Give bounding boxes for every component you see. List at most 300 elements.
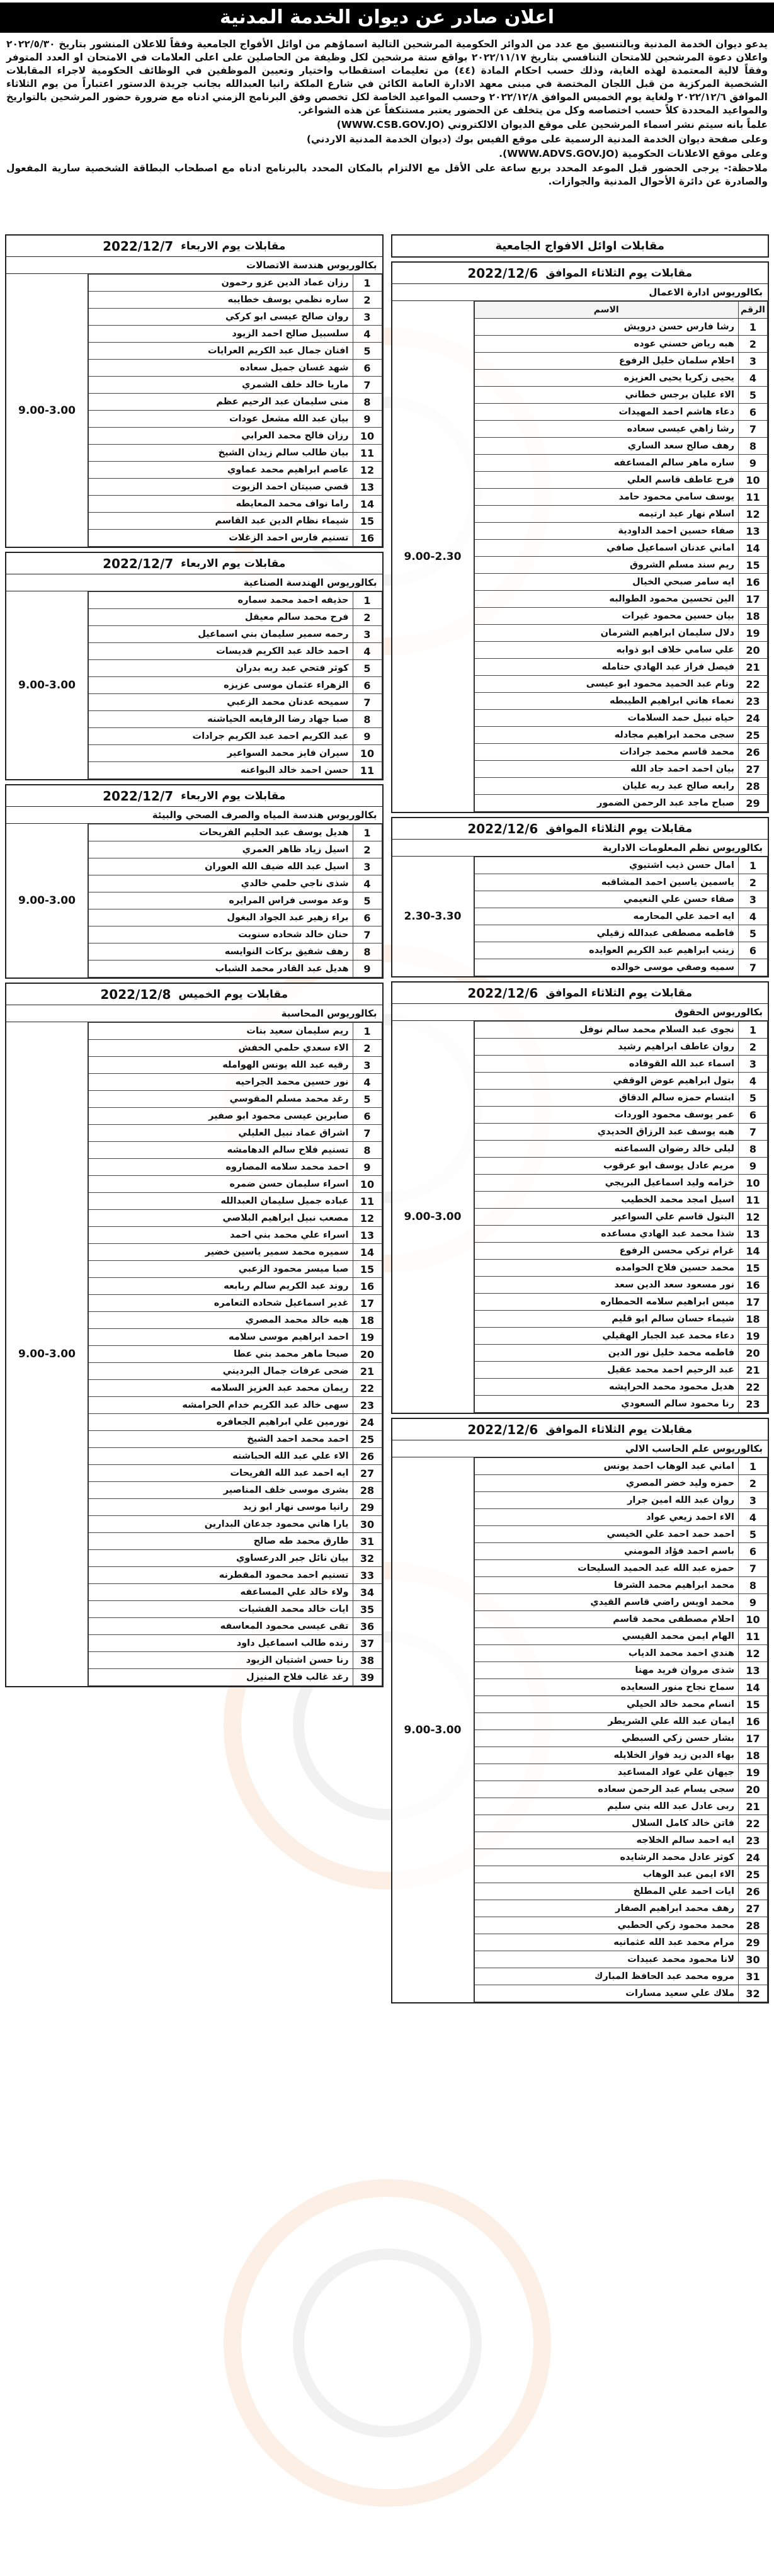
table-row — [89, 1074, 382, 1091]
table-row — [474, 744, 768, 761]
candidate-name: شيماء حسان سالم ابو قليم — [474, 1311, 739, 1328]
row-number: 19 — [739, 1328, 768, 1345]
interview-time: 9.00-3.00 — [392, 1021, 474, 1413]
row-number: 28 — [353, 1482, 382, 1499]
candidate-name: سلسبيل صالح احمد الزيود — [89, 326, 353, 343]
row-number: 21 — [739, 659, 768, 676]
row-number: 15 — [739, 1696, 768, 1713]
candidate-name: اشراق عماد نبيل العليلي — [89, 1125, 353, 1142]
candidate-name: بيان عبد الله مشعل عودات — [89, 411, 353, 428]
table-row — [89, 377, 382, 394]
candidate-name: غدير اسماعيل شحاده التعامره — [89, 1295, 353, 1312]
candidate-name: رزان فالح محمد العرابي — [89, 428, 353, 445]
candidate-name: ايه احمد سالم الخلاجه — [474, 1832, 739, 1849]
table-row — [474, 1764, 768, 1781]
candidate-name: براء زهير عبد الجواد البغول — [89, 909, 353, 926]
candidate-name: زينب ابراهيم عبد الكريم العوايده — [474, 942, 739, 959]
candidate-name: الاء سعدي حلمي الخفش — [89, 1040, 353, 1057]
row-number: 9 — [353, 1159, 382, 1176]
candidate-name: فرح عاطف قاسم العلي — [474, 472, 739, 489]
major-title: بكالوريوس الهندسة الصناعية — [6, 574, 382, 591]
table-row — [474, 370, 768, 387]
row-number: 31 — [739, 1968, 768, 1985]
candidate-name: محمد محمود زكي الحطبي — [474, 1917, 739, 1934]
candidate-name: رابعه صالح عبد ربه عليان — [474, 778, 739, 795]
row-number: 3 — [353, 1057, 382, 1074]
row-number: 8 — [353, 943, 382, 960]
candidate-name: ساره نظمي يوسف خطايبه — [89, 292, 353, 309]
candidate-name: مصعب نبيل ابراهيم البلاصي — [89, 1210, 353, 1227]
row-number: 7 — [739, 959, 768, 976]
intro-paragraph: وعلى صفحة ديوان الخدمة المدنية الرسمية على موقع الفيس بوك (ديوان الخدمة المدنية الاردني) — [306, 134, 768, 145]
table-row — [474, 642, 768, 659]
table-row — [89, 1227, 382, 1244]
table-row — [89, 858, 382, 875]
candidate-name: روان عاطف ابراهيم رشيد — [474, 1039, 739, 1056]
interview-day-label: مقابلات يوم الثلاثاء الموافق — [545, 1423, 693, 1436]
table-row — [474, 1713, 768, 1730]
row-number: 33 — [353, 1567, 382, 1584]
candidate-name: الهام ايمن محمد القيسي — [474, 1628, 739, 1645]
row-number: 23 — [739, 1396, 768, 1413]
table-row — [474, 1526, 768, 1543]
row-number: 10 — [739, 472, 768, 489]
table-row — [474, 1968, 768, 1985]
row-number: 3 — [739, 1492, 768, 1509]
candidate-name: رحمه سمير سليمان بني اسماعيل — [89, 626, 353, 643]
block-date-row — [6, 553, 382, 574]
candidate-name: ايات خالد محمد الفشيات — [89, 1601, 353, 1618]
table-row — [474, 1662, 768, 1679]
row-number: 15 — [353, 1261, 382, 1278]
candidate-name: رهف محمد ابراهيم الصفار — [474, 1900, 739, 1917]
table-row — [474, 1883, 768, 1900]
table-row — [89, 1278, 382, 1295]
candidate-name: احمد خالد عبد الكريم قديسات — [89, 643, 353, 660]
candidate-name: سجى محمد ابراهيم مجادله — [474, 727, 739, 744]
table-row — [89, 1669, 382, 1686]
table-row — [89, 1584, 382, 1601]
row-number: 17 — [739, 591, 768, 608]
candidate-name: الاء ايمن عبد الوهاب — [474, 1866, 739, 1883]
candidate-name: هديل محمود محمد الحرايشه — [474, 1379, 739, 1396]
table-row — [474, 1362, 768, 1379]
interview-day-label: مقابلات يوم الخميس — [178, 988, 288, 1001]
row-number: 17 — [353, 1295, 382, 1312]
table-row — [89, 1635, 382, 1652]
table-row — [474, 523, 768, 540]
row-number: 6 — [739, 1543, 768, 1560]
candidate-name: جيهان علي عواد المساعيد — [474, 1764, 739, 1781]
row-number: 22 — [739, 1379, 768, 1396]
candidate-name: ريم سليمان سعيد بنات — [89, 1023, 353, 1040]
candidate-name: سميره محمد سمير ياسين خضير — [89, 1244, 353, 1261]
candidate-name: صبا ميسر محمود الزعبي — [89, 1261, 353, 1278]
row-number: 37 — [353, 1635, 382, 1652]
candidate-name: نور حسين محمد الجراحيه — [89, 1074, 353, 1091]
row-number: 11 — [739, 1628, 768, 1645]
table-row — [474, 1917, 768, 1934]
block-body — [6, 591, 382, 779]
candidate-name: الاء علي عبد الله الحباشنه — [89, 1448, 353, 1465]
candidate-name: ابتسام حمزه سالم الدقاق — [474, 1090, 739, 1107]
table-row — [474, 1985, 768, 2002]
candidate-name: الاء احمد زيعي عواد — [474, 1509, 739, 1526]
candidate-name: ماريا خالد خلف الشمري — [89, 377, 353, 394]
candidate-name: فاطمه مصطفى عبدالله زقيلي — [474, 925, 739, 942]
candidate-name: صباح ماجد عبد الرحمن الضمور — [474, 795, 739, 812]
row-number: 5 — [353, 343, 382, 360]
candidate-name: وعد موسى فراس المرايره — [89, 892, 353, 909]
table-row — [474, 761, 768, 778]
table-row — [474, 891, 768, 908]
candidate-name: ملاك علي سعيد مسارات — [474, 1985, 739, 2002]
row-number: 17 — [739, 1294, 768, 1311]
candidate-name: بيان حسين محمود غيرات — [474, 608, 739, 625]
interview-date: 2022/12/6 — [467, 1422, 538, 1437]
table-row — [474, 1379, 768, 1396]
main-section-title: مقابلات اوائل الافواج الجامعية — [391, 234, 770, 258]
major-title: بكالوريوس هندسة الاتصالات — [6, 257, 382, 274]
row-number: 29 — [353, 1499, 382, 1516]
row-number: 16 — [353, 1278, 382, 1295]
table-row — [474, 319, 768, 336]
row-number: 2 — [739, 874, 768, 891]
row-number: 15 — [739, 1260, 768, 1277]
row-number: 4 — [739, 370, 768, 387]
candidate-name: البتول قاسم علي السواعير — [474, 1209, 739, 1226]
row-number: 10 — [739, 1175, 768, 1192]
candidate-name: ليلى خالد رضوان السماعنه — [474, 1141, 739, 1158]
table-row — [89, 1023, 382, 1040]
table-row — [89, 762, 382, 779]
table-row — [89, 1040, 382, 1057]
table-row — [474, 857, 768, 874]
table-row — [474, 727, 768, 744]
table-row — [474, 1730, 768, 1747]
table-row — [89, 1516, 382, 1533]
block-date-row — [392, 263, 768, 284]
interview-date: 2022/12/6 — [467, 985, 538, 1001]
row-number: 21 — [739, 1362, 768, 1379]
candidate-name: رهف شفيق بركات النوايسه — [89, 943, 353, 960]
table-row — [89, 1567, 382, 1584]
schedule-block — [391, 1418, 770, 2003]
table-row — [89, 1618, 382, 1635]
schedule-columns — [5, 234, 769, 2571]
row-number: 7 — [739, 1124, 768, 1141]
row-number: 26 — [353, 1448, 382, 1465]
row-number: 13 — [739, 523, 768, 540]
candidates-table — [88, 1022, 382, 1686]
table-row — [89, 1550, 382, 1567]
row-number: 35 — [353, 1601, 382, 1618]
table-row — [474, 1594, 768, 1611]
table-row — [89, 926, 382, 943]
candidate-name: ايه سامر صبحي الخيال — [474, 574, 739, 591]
table-row — [89, 1091, 382, 1108]
table-row — [89, 1601, 382, 1618]
candidate-name: خزامه وليد اسماعيل البريجي — [474, 1175, 739, 1192]
block-body — [392, 1021, 768, 1413]
block-body — [6, 824, 382, 977]
table-row — [474, 1577, 768, 1594]
table-row — [89, 1193, 382, 1210]
table-row — [474, 1243, 768, 1260]
table-row — [89, 745, 382, 762]
table-row — [89, 592, 382, 609]
candidate-name: اسيل زياد ظاهر العمري — [89, 841, 353, 858]
table-row — [474, 676, 768, 693]
table-row — [89, 428, 382, 445]
table-row — [474, 1090, 768, 1107]
row-number: 12 — [353, 1210, 382, 1227]
candidate-name: فاطمه محمد خليل نور الدين — [474, 1345, 739, 1362]
candidate-name: حنان خالد شحاده سنوبت — [89, 926, 353, 943]
candidate-name: اسيل امجد محمد الخطيب — [474, 1192, 739, 1209]
row-number: 22 — [353, 1380, 382, 1397]
candidate-name: صبحا ماهر محمد بني عطا — [89, 1346, 353, 1363]
row-number: 12 — [739, 1209, 768, 1226]
row-number: 2 — [739, 1039, 768, 1056]
table-row — [89, 677, 382, 694]
candidate-name: الاء عليان برجس خطاني — [474, 387, 739, 404]
candidate-name: يوسف سامي محمود حامد — [474, 489, 739, 506]
candidate-name: يارا هاني محمود جدعان البدارين — [89, 1516, 353, 1533]
candidate-name: رغد محمد مسلم المقوسي — [89, 1091, 353, 1108]
candidate-name: محمد قاسم محمد جرادات — [474, 744, 739, 761]
row-number: 11 — [353, 1193, 382, 1210]
table-row — [89, 292, 382, 309]
table-row — [474, 574, 768, 591]
candidate-name: سميه وصفي موسى خوالده — [474, 959, 739, 976]
table-row — [474, 1951, 768, 1968]
candidate-name: ايه احمد علي المحارمه — [474, 908, 739, 925]
table-row — [89, 1244, 382, 1261]
row-number: 9 — [353, 960, 382, 977]
candidate-name: مرام محمد عبد الله عثمانيه — [474, 1934, 739, 1951]
interview-time: 9.00-2.30 — [392, 301, 474, 812]
table-row — [89, 445, 382, 462]
table-row — [474, 353, 768, 370]
major-title: بكالوريوس هندسة المياه والصرف الصحي والبيئة — [6, 807, 382, 824]
candidate-name: كوثر عادل محمد الرشايده — [474, 1849, 739, 1866]
major-title: بكالوريوس ادارة الاعمال — [392, 284, 768, 301]
table-row — [474, 421, 768, 438]
candidate-name: سهى خالد عبد الكريم خدام الحرامشه — [89, 1397, 353, 1414]
row-number: 28 — [739, 1917, 768, 1934]
block-date-row — [392, 983, 768, 1004]
table-row — [89, 909, 382, 926]
candidates-table — [474, 1457, 768, 2002]
row-number: 2 — [739, 1475, 768, 1492]
row-number: 5 — [739, 1526, 768, 1543]
interview-date: 2022/12/8 — [100, 986, 171, 1002]
row-number: 4 — [353, 643, 382, 660]
candidate-name: ميس ابراهيم سلامه الحمطاره — [474, 1294, 739, 1311]
table-row — [89, 824, 382, 841]
candidate-name: اسيل عبد الله ضيف الله العوران — [89, 858, 353, 875]
table-row — [474, 1209, 768, 1226]
table-row — [89, 711, 382, 728]
table-row — [89, 1448, 382, 1465]
table-row — [474, 1022, 768, 1039]
block-body — [6, 1022, 382, 1686]
row-number: 21 — [739, 1798, 768, 1815]
row-number: 22 — [739, 1815, 768, 1832]
candidate-name: احلام مصطفى محمد قاسم — [474, 1611, 739, 1628]
table-row — [89, 1295, 382, 1312]
row-number: 30 — [739, 1951, 768, 1968]
interview-date: 2022/12/6 — [467, 265, 538, 281]
row-number: 7 — [353, 926, 382, 943]
interview-time: 9.00-3.00 — [6, 591, 88, 779]
row-number: 20 — [739, 1781, 768, 1798]
table-row — [89, 309, 382, 326]
row-number: 32 — [739, 1985, 768, 2002]
candidate-name: سجى يسام عبد الرحمن سعاده — [474, 1781, 739, 1798]
row-number: 5 — [739, 387, 768, 404]
row-number: 8 — [739, 1577, 768, 1594]
candidate-name: بشار حسن زكي السبطي — [474, 1730, 739, 1747]
candidate-name: ايمان عبد الله علي الشريطر — [474, 1713, 739, 1730]
candidate-name: رانيا موسى نهار ابو زيد — [89, 1499, 353, 1516]
row-number: 25 — [739, 727, 768, 744]
announcement-header — [0, 0, 774, 188]
row-number: 23 — [739, 1832, 768, 1849]
table-row — [474, 1611, 768, 1628]
candidate-name: بيان احمد احمد جاد الله — [474, 761, 739, 778]
intro-paragraph: يدعو ديوان الخدمة المدنية وبالتنسيق مع عدد من الدوائر الحكومية المرشحين التالية اسماؤهم من اوائل الأفواج الجامعية وفقاً للاعلان المنشور بتاريخ ٢٠٢٢/٥/٣٠ واعلان دعوة المرشحين للامتحان التنافسي بتاريخ ٢٠٢٢/١١/١٧ بواقع ستة مرشحين لكل وظيفة من الحاصلين على اعلى العلامات في الامتحان او العدد المتوفر وفقاً لالية المعتمدة لهذه الغاية، وذلك حسب احكام المادة (٤٤) من تعليمات استقطاب واختيار وتعيين الموظفين في الوظائف الحكومية لاجراء المقابلات الشخصية المركزية من قبل اللجان المختصة في مبنى معهد الادارة العامة الكائن في شارع الملكة رانيا العبدالله بجانب جريدة الدستور اعتباراً من يوم الثلاثاء الموافق ٢٠٢٢/١٢/٦ ولغاية يوم الخميس الموافق ٢٠٢٢/١٢/٨ وحسب المواعيد الخاصة لكل تخصص وفق البرنامج الزمني ادناه مع ضرورة حضور المرشحين بالتواريخ والمواعيد المحددة كلاً حسب اختصاصه وكل من يتخلف عن الحضور يعتبر مستنكفاً عن هذه الشواغر. — [6, 38, 768, 116]
table-row — [474, 1226, 768, 1243]
candidate-name: شذى مروان فريد مهنا — [474, 1662, 739, 1679]
interview-day-label: مقابلات يوم الاربعاء — [181, 789, 286, 802]
candidate-name: احمد محمد احمد الشيخ — [89, 1431, 353, 1448]
row-number: 8 — [739, 438, 768, 455]
table-row — [474, 1679, 768, 1696]
table-row — [474, 1073, 768, 1090]
interview-day-label: مقابلات يوم الثلاثاء الموافق — [545, 266, 693, 280]
candidate-name: محمد ابراهيم محمد الشرفا — [474, 1577, 739, 1594]
table-row — [474, 1900, 768, 1917]
table-row — [474, 1192, 768, 1209]
table-row — [474, 608, 768, 625]
candidate-name: شذا محمد عبد الهادي مساعده — [474, 1226, 739, 1243]
candidate-name: ساره ماهر سالم المساعفه — [474, 455, 739, 472]
schedule-column-left — [5, 234, 384, 2571]
candidate-name: حسن احمد خالد البواعنه — [89, 762, 353, 779]
row-number: 3 — [353, 309, 382, 326]
table-row — [474, 1781, 768, 1798]
candidate-name: تسنيم احمد محمود المقطرنه — [89, 1567, 353, 1584]
table-row — [474, 540, 768, 557]
table-row — [474, 404, 768, 421]
schedule-column-right — [391, 234, 770, 2571]
interview-time: 9.00-3.00 — [392, 1457, 474, 2002]
table-row — [89, 841, 382, 858]
candidate-name: هبه رياض حسني عوده — [474, 336, 739, 353]
table-row — [89, 411, 382, 428]
candidate-name: صبا جهاد رضا الرفايعه الحياشنه — [89, 711, 353, 728]
candidate-name: ربى عادل عبد الله بني سليم — [474, 1798, 739, 1815]
row-number: 7 — [353, 377, 382, 394]
row-number: 27 — [353, 1465, 382, 1482]
block-body — [392, 301, 768, 812]
candidate-name: مروه محمد عبد الحافظ المبارك — [474, 1968, 739, 1985]
candidate-name: ايات احمد علي المطلخ — [474, 1883, 739, 1900]
row-number: 24 — [739, 710, 768, 727]
row-number: 18 — [739, 1747, 768, 1764]
block-body — [392, 1457, 768, 2002]
candidate-name: نجوى عبد السلام محمد سالم نوفل — [474, 1022, 739, 1039]
table-row — [474, 908, 768, 925]
table-row — [474, 959, 768, 976]
candidate-name: صفاء حسن علي النعيمي — [474, 891, 739, 908]
candidate-name: ريم سند مسلم الشروق — [474, 557, 739, 574]
row-number: 8 — [353, 711, 382, 728]
candidate-name: الين تحسين محمود الطوالبه — [474, 591, 739, 608]
row-number: 23 — [739, 693, 768, 710]
table-row — [474, 1747, 768, 1764]
table-row — [89, 875, 382, 892]
candidate-name: منى سليمان عبد الرحيم عظم — [89, 394, 353, 411]
table-row — [89, 1142, 382, 1159]
candidate-name: محمد حسين فلاح الحوامده — [474, 1260, 739, 1277]
table-row — [89, 943, 382, 960]
table-row — [89, 694, 382, 711]
row-number: 10 — [353, 1176, 382, 1193]
row-number: 18 — [353, 1312, 382, 1329]
candidates-table — [88, 591, 382, 779]
table-row — [89, 1380, 382, 1397]
table-row — [474, 778, 768, 795]
row-number: 11 — [739, 489, 768, 506]
table-row — [89, 1397, 382, 1414]
candidate-name: احلام سلمان خليل الرفوع — [474, 353, 739, 370]
row-number: 1 — [353, 1023, 382, 1040]
row-number: 9 — [739, 1158, 768, 1175]
row-number: 16 — [739, 1713, 768, 1730]
table-row — [474, 1158, 768, 1175]
row-number: 14 — [739, 540, 768, 557]
table-row — [474, 1560, 768, 1577]
row-number: 5 — [353, 660, 382, 677]
row-number: 21 — [353, 1363, 382, 1380]
table-row — [474, 925, 768, 942]
candidate-name: صابرين عيسى محمود ابو صفير — [89, 1108, 353, 1125]
table-header-row — [474, 302, 768, 319]
row-number: 16 — [739, 574, 768, 591]
table-row — [474, 1175, 768, 1192]
interview-day-label: مقابلات يوم الثلاثاء الموافق — [545, 822, 693, 835]
header-number: الرقم — [739, 302, 768, 319]
table-row — [89, 1312, 382, 1329]
candidate-name: افنان جمال عبد الكريم العرايات — [89, 343, 353, 360]
row-number: 14 — [739, 1243, 768, 1260]
intro-text — [6, 38, 768, 188]
row-number: 1 — [353, 275, 382, 292]
table-row — [474, 1475, 768, 1492]
schedule-block — [391, 981, 770, 1414]
candidate-name: روان عبد الله امين جرار — [474, 1492, 739, 1509]
candidate-name: اسراء سليمان حسن ضمره — [89, 1176, 353, 1193]
interview-time: 9.00-3.00 — [6, 274, 88, 547]
row-number: 6 — [739, 942, 768, 959]
table-row — [89, 1533, 382, 1550]
table-row — [474, 710, 768, 727]
candidate-name: حذيفه احمد محمد سماره — [89, 592, 353, 609]
row-number: 18 — [739, 608, 768, 625]
